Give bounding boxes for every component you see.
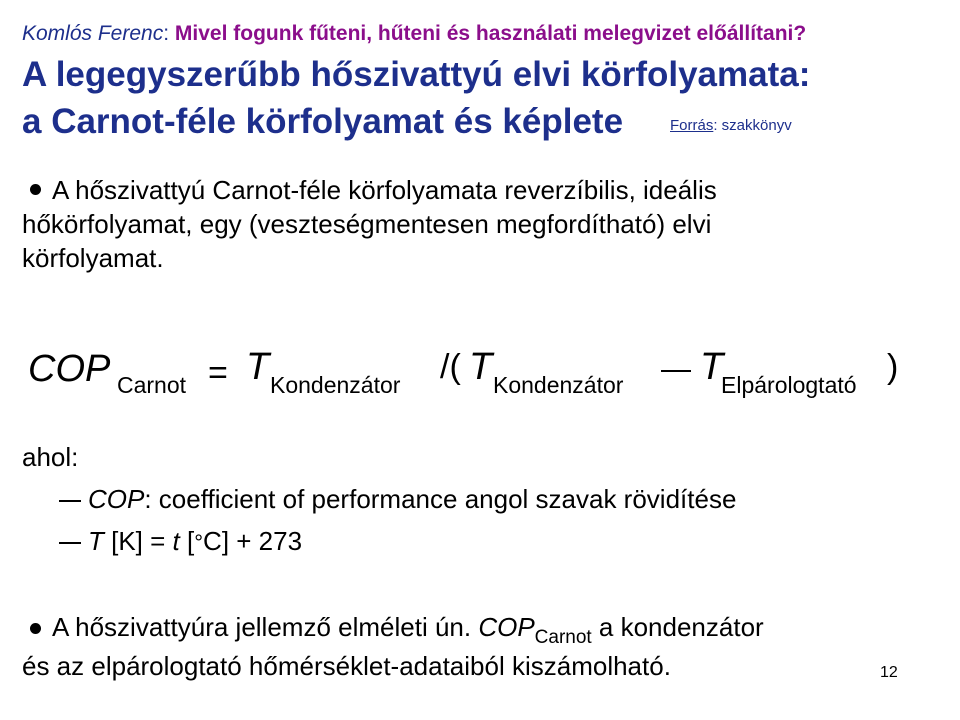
formula-sub-kondenzator: Kondenzátor — [270, 372, 401, 398]
paragraph2-sub-carnot: Carnot — [534, 627, 592, 648]
source-note — [670, 117, 792, 134]
paragraph2-line2: és az elpárologtató hőmérséklet-adataiból kiszámolható. — [22, 651, 671, 681]
definition-cop — [88, 482, 736, 516]
formula-close-paren: ) — [887, 348, 899, 386]
dash-bullet-icon — [59, 500, 81, 502]
paragraph2-cop: COP — [478, 612, 535, 642]
paragraph1-line1: A hőszivattyú Carnot-féle körfolyamata reverzíbilis, ideális — [52, 175, 717, 205]
formula-minus — [661, 370, 691, 372]
formula-sub-kondenzator-2: Kondenzátor — [493, 372, 624, 398]
header-topic: Mivel fogunk fűteni, hűteni és használati melegvizet előállítani? — [174, 22, 807, 45]
definition-T: T — [88, 526, 104, 556]
source-value: : szakkönyv — [713, 117, 792, 134]
formula-sub-carnot: Carnot — [117, 372, 187, 398]
slide-title-line2: a Carnot-féle körfolyamat és képlete — [22, 102, 624, 141]
formula-equals: = — [208, 354, 228, 392]
formula-t-kondenzator: T — [246, 346, 270, 388]
definition-t: t — [172, 526, 180, 556]
definition-cop-text: : coefficient of performance angol szavak rövidítése — [144, 484, 737, 514]
author-name: Komlós Ferenc — [22, 22, 164, 45]
dash-bullet-icon — [59, 542, 81, 544]
paragraph2-start: A hőszivattyúra jellemző elméleti ún. — [52, 612, 479, 642]
paragraph2-end: a kondenzátor — [591, 612, 764, 642]
definition-unit: [K] = — [103, 526, 173, 556]
where-label: ahol: — [22, 442, 79, 472]
formula-sub-elparologtato: Elpárologtató — [721, 372, 857, 398]
paragraph2-line1 — [52, 610, 764, 648]
paragraph1-line3: körfolyamat. — [22, 243, 164, 273]
formula-open-paren: /( — [440, 348, 461, 386]
definition-rest: C] + 273 — [203, 526, 303, 556]
definition-bracket: [ — [179, 526, 195, 556]
degree-symbol: ° — [194, 530, 204, 555]
formula-t-elparologtato: T — [700, 346, 724, 388]
page-number: 12 — [880, 664, 898, 681]
bullet-icon — [30, 184, 41, 195]
definition-temperature — [88, 524, 302, 560]
paragraph1-line2: hőkörfolyamat, egy (veszteségmentesen megfordítható) elvi — [22, 209, 712, 239]
header-separator: : — [163, 22, 170, 45]
slide-title-line1: A legegyszerűbb hőszivattyú elvi körfolyamata: — [22, 55, 811, 94]
definition-cop-term: COP — [88, 484, 145, 514]
slide-header — [22, 20, 806, 48]
source-label: Forrás — [670, 117, 714, 134]
bullet-icon — [30, 623, 41, 634]
formula-t-kondenzator-2: T — [469, 346, 493, 388]
formula-cop: COP — [28, 348, 111, 390]
